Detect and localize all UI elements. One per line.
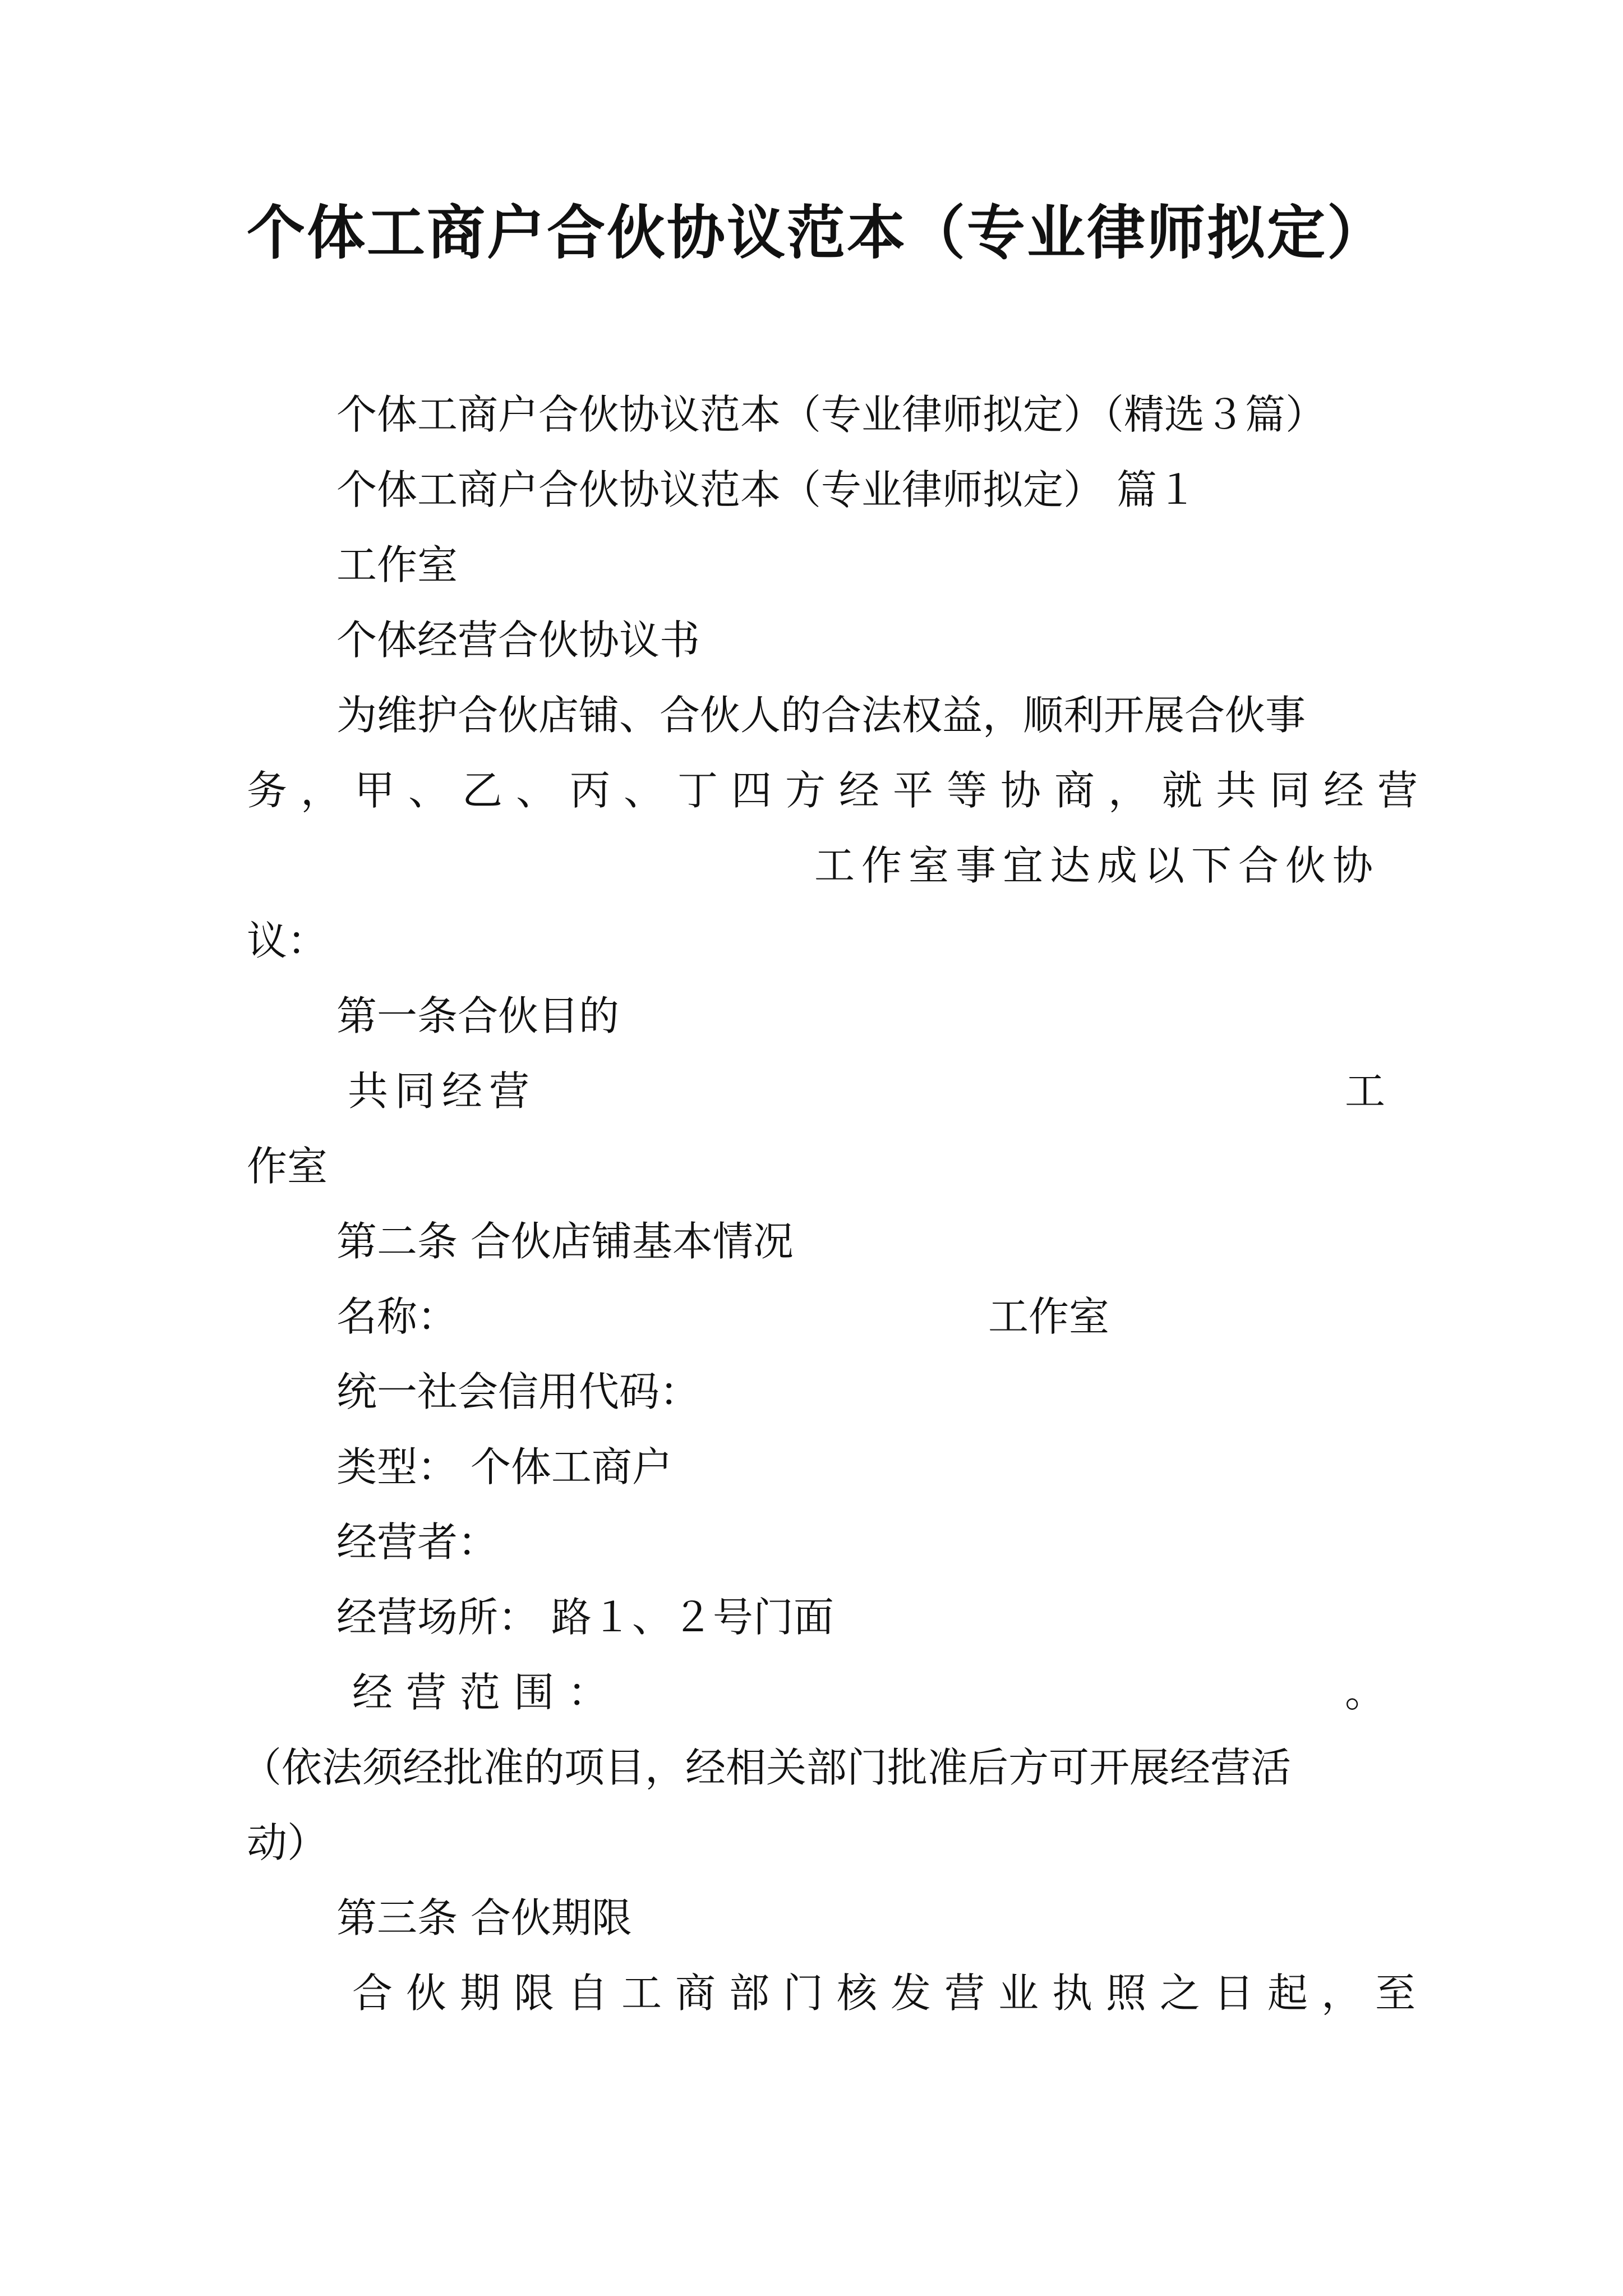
document-title: 个体工商户合伙协议范本（专业律师拟定）: [247, 198, 1387, 267]
paragraph-segment: 共同经营: [348, 1068, 537, 1115]
paragraph-line: 动）: [247, 1819, 328, 1866]
paragraph-line: 合伙期限自工商部门核发营业执照之日起，至: [352, 1970, 1430, 2017]
paragraph-line: 作室: [247, 1143, 328, 1190]
field-value: 。: [1344, 1669, 1385, 1716]
field-line: 类型： 个体工商户: [336, 1443, 672, 1490]
clause-heading: 第三条 合伙期限: [336, 1894, 632, 1941]
field-label: 经营范围：: [352, 1669, 622, 1716]
paragraph-line: 工作室: [336, 541, 458, 588]
paragraph-line: 务，甲、乙、丙、丁四方经平等协商，就共同经营: [247, 767, 1432, 814]
paragraph-line: 为维护合伙店铺、合伙人的合法权益，顺利开展合伙事: [336, 692, 1306, 739]
paragraph-line: 工作室事宜达成以下合伙协: [814, 842, 1380, 889]
clause-heading: 第一条合伙目的: [336, 992, 620, 1039]
field-label: 名称：: [336, 1293, 458, 1340]
field-label: 经营者：: [336, 1519, 499, 1566]
paragraph-segment: 工: [1344, 1068, 1385, 1115]
paragraph-line: （依法须经批准的项目，经相关部门批准后方可开展经营活: [241, 1744, 1292, 1791]
paragraph-line: 议：: [247, 917, 328, 964]
field-line: 经营场所： 路１、２号门面: [336, 1594, 834, 1641]
clause-heading: 第二条 合伙店铺基本情况: [336, 1218, 794, 1265]
subtitle-line: 个体工商户合伙协议范本（专业律师拟定）（精选３篇）: [336, 391, 1326, 438]
field-label: 统一社会信用代码：: [336, 1368, 700, 1415]
field-line: [352, 1662, 1385, 1723]
section-heading: 个体工商户合伙协议范本（专业律师拟定） 篇１: [336, 466, 1197, 513]
paragraph-line: [348, 1060, 1385, 1122]
paragraph-line: 个体经营合伙协议书: [336, 616, 700, 664]
field-value: 工作室: [988, 1293, 1110, 1340]
